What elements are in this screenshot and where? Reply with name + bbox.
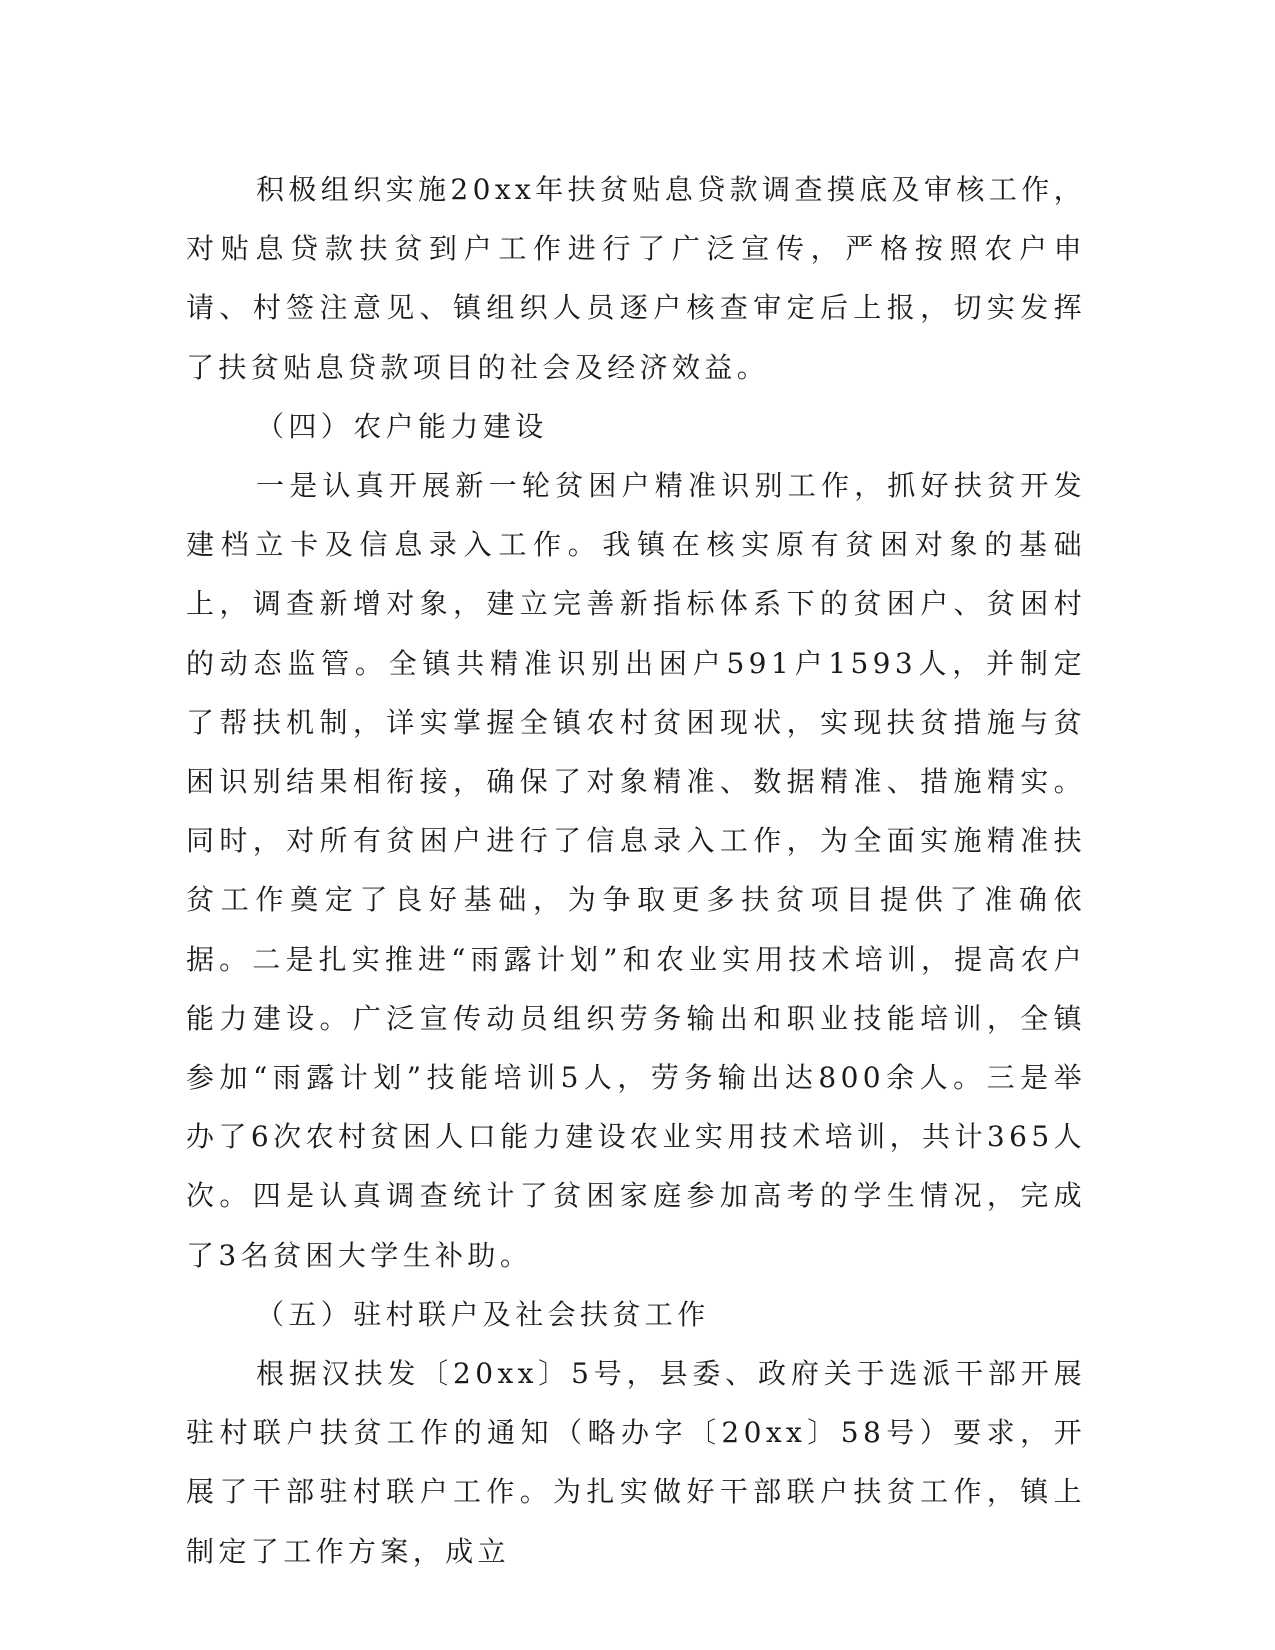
section-heading-farmer-capacity: （四）农户能力建设 bbox=[256, 409, 548, 443]
paragraph-loan-review: 积极组织实施20xx年扶贫贴息贷款调查摸底及审核工作，对贴息贷款扶贫到户工作进行了广泛宣传，严格按照农户申请、村签注意见、镇组织人员逐户核查审定后上报，切实发挥了扶贫贴息贷款项目的社会及经济效益。 bbox=[186, 173, 1087, 384]
document-body bbox=[186, 160, 1086, 1581]
section-heading-village-support: （五）驻村联户及社会扶贫工作 bbox=[256, 1297, 710, 1331]
paragraph-farmer-capacity: 一是认真开展新一轮贫困户精准识别工作，抓好扶贫开发建档立卡及信息录入工作。我镇在核实原有贫困对象的基础上，调查新增对象，建立完善新指标体系下的贫困户、贫困村的动态监管。全镇共精准识别出困户591户1593人，并制定了帮扶机制，详实掌握全镇农村贫困现状，实现扶贫措施与贫困识别结果相衔接，确保了对象精准、数据精准、措施精实。同时，对所有贫困户进行了信息录入工作，为全面实施精准扶贫工作奠定了良好基础，为争取更多扶贫项目提供了准确依据。二是扎实推进“雨露计划”和农业实用技术培训，提高农户能力建设。广泛宣传动员组织劳务输出和职业技能培训，全镇参加“雨露计划”技能培训5人，劳务输出达800余人。三是举办了6次农村贫困人口能力建设农业实用技术培训，共计365人次。四是认真调查统计了贫困家庭参加高考的学生情况，完成了3名贫困大学生补助。 bbox=[186, 469, 1086, 1272]
paragraph-village-support: 根据汉扶发〔20xx〕5号，县委、政府关于选派干部开展驻村联户扶贫工作的通知（略办字〔20xx〕58号）要求，开展了干部驻村联户工作。为扎实做好干部联户扶贫工作，镇上制定了工作方案，成立 bbox=[186, 1357, 1086, 1568]
